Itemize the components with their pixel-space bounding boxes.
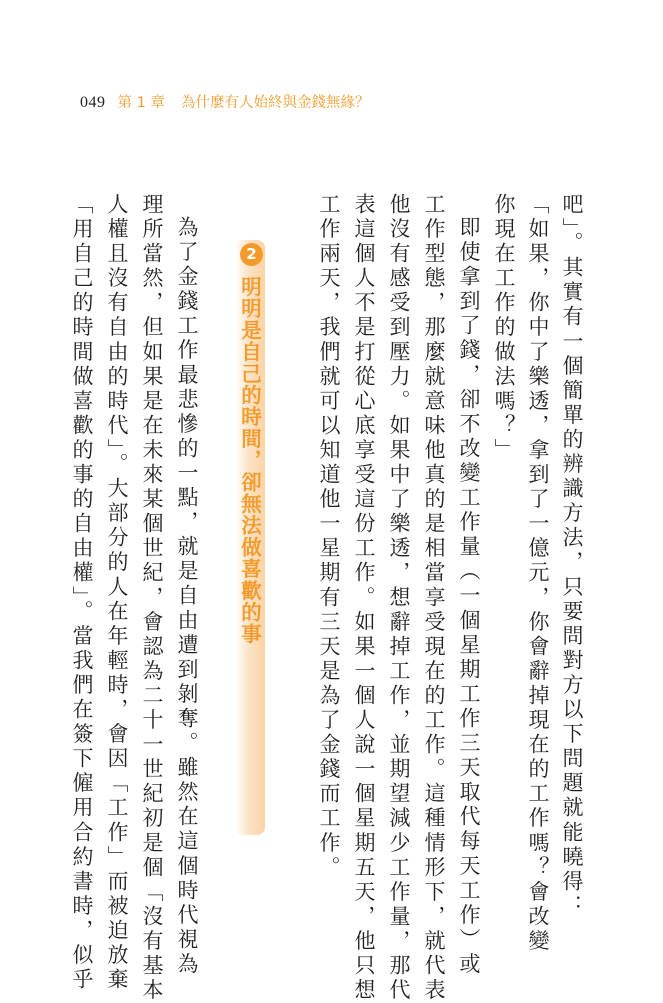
body-column: 表這個人不是打從心底享受這份工作。如果一個人說一個星期五天，他只想 <box>352 193 376 1003</box>
body-column: 工作兩天，我們就可以知道他一星期有三天是為了金錢而工作。 <box>317 193 341 881</box>
body-column: 你現在工作的做法嗎？」 <box>492 193 516 464</box>
body-column: 即使拿到了錢，卻不改變工作量（一個星期工作三天取代每天工作）或 <box>457 216 481 978</box>
body-column: 「如果，你中了樂透，拿到了一億元，你會辭掉現在的工作嗎？會改變 <box>526 193 550 955</box>
section-heading: 明明是自己的時間，卻無法做喜歡的事 <box>237 276 262 645</box>
page-number: 049 <box>80 94 106 111</box>
body-column: 工作型態，那麼就意味他真的是相當享受現在的工作。這種情形下，就代表 <box>422 193 446 1003</box>
chapter-title: 為什麼有人始終與金錢無緣？ <box>180 95 370 111</box>
body-column: 吧」。其實有一個簡單的辨識方法，只要問對方以下問題就能曉得： <box>560 193 584 919</box>
body-column: 人權且沒有自由的時代」。大部分的人在年輕時，會因「工作」而被迫放棄 <box>105 193 129 993</box>
body-column: 理所當然，但如果是在未來某個世紀，會認為二十一世紀初是個「沒有基本 <box>140 193 164 1003</box>
body-column: 為了金錢工作最悲慘的一點，就是自由遭到剝奪。雖然在這個時代視為 <box>175 216 199 978</box>
section-number-badge: 2 <box>240 243 263 266</box>
running-header <box>80 91 369 115</box>
body-column: 他沒有感受到壓力。如果中了樂透，想辭掉工作，並期望減少工作量，那代 <box>387 193 411 1003</box>
chapter-label: 第 1 章 <box>117 95 165 111</box>
body-column: 「用自己的時間做喜歡的事的自由權」。當我們在簽下僱用合約書時，似乎 <box>70 193 94 993</box>
